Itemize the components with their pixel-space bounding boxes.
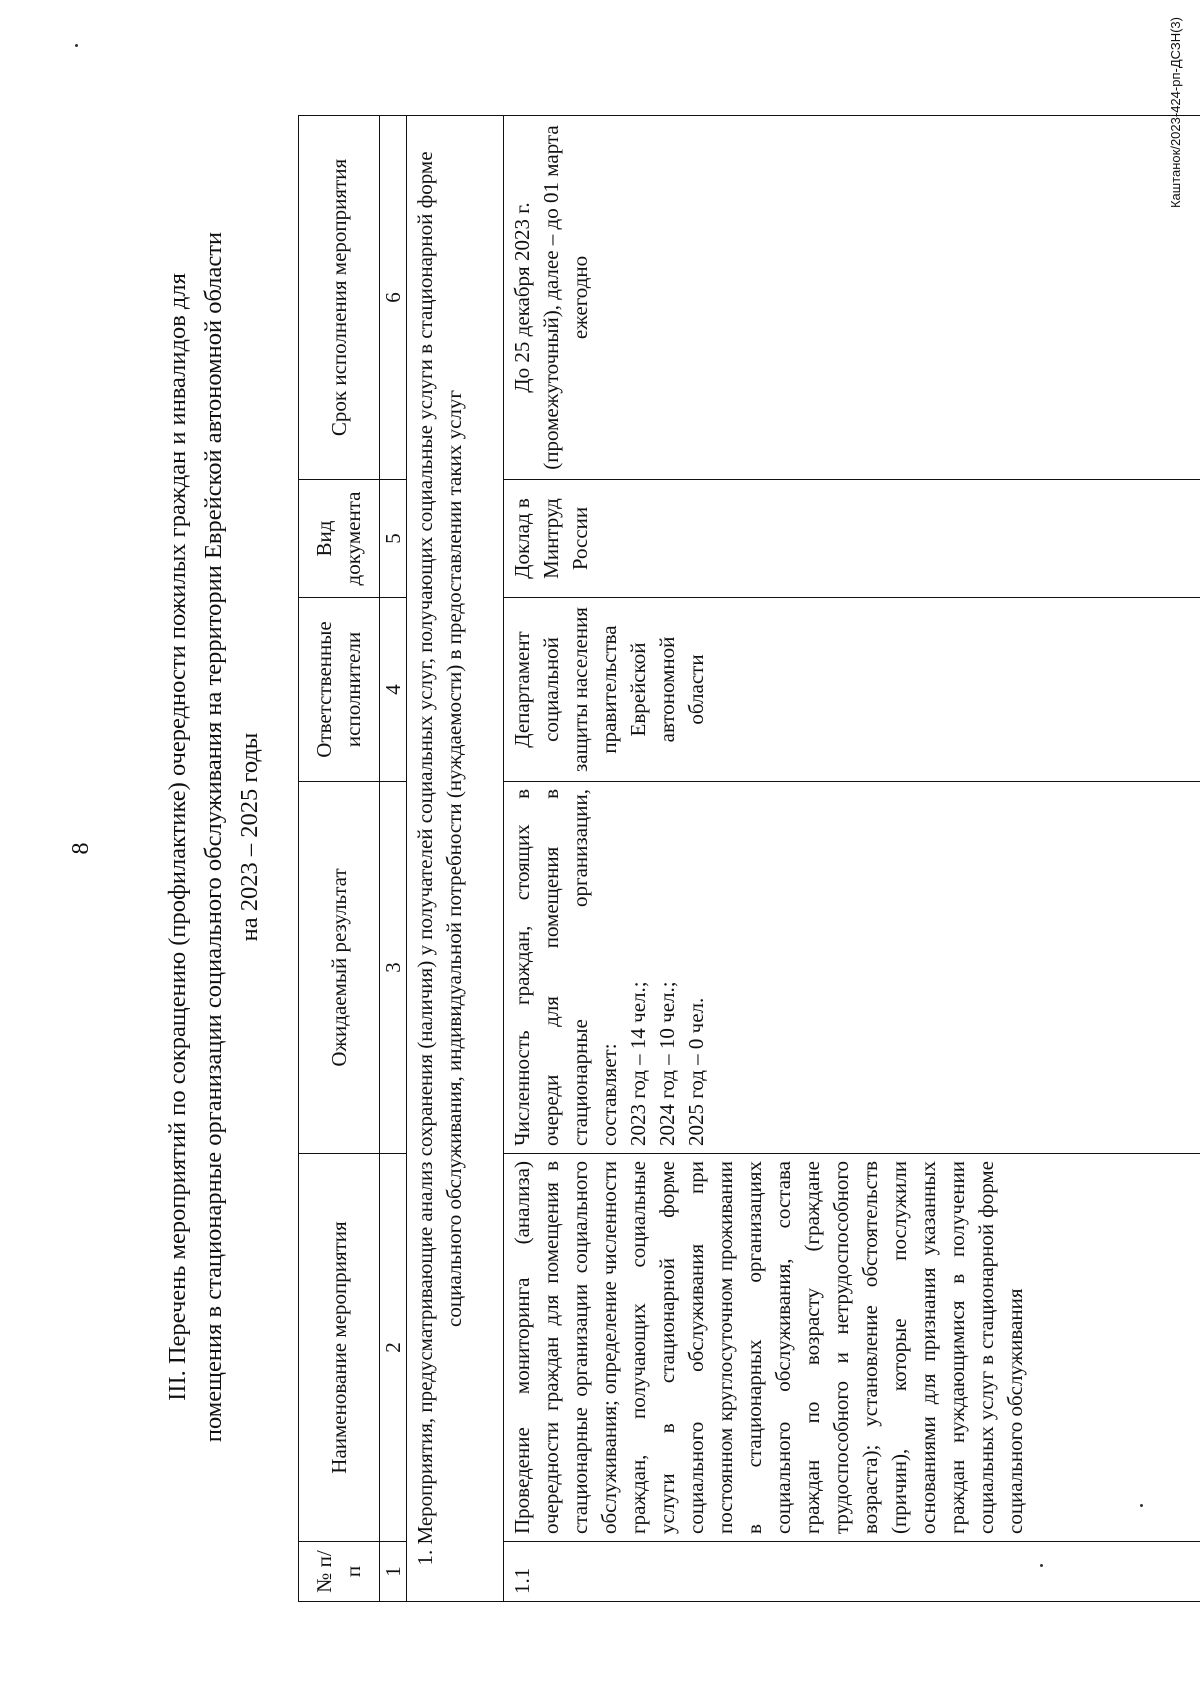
result-2025: 2025 год – 0 чел.	[684, 997, 708, 1146]
header-executors: Ответственные исполнители	[299, 598, 380, 782]
page-number: 8	[68, 842, 94, 855]
document-title	[160, 147, 268, 1527]
header-result: Ожидаемый результат	[299, 782, 380, 1154]
row-1-1-executor: Департамент социальной защиты населения правительства Еврейской автономной области	[504, 598, 1200, 782]
scan-speck	[75, 44, 78, 47]
col-number-4: 4	[380, 598, 407, 782]
header-document: Вид документа	[299, 480, 380, 598]
title-line-1: III. Перечень мероприятий по сокращению (профилактике) очередности пожилых граждан и инвалидов для	[164, 273, 191, 1401]
section-1-row	[407, 116, 504, 1602]
section-1-heading: 1. Мероприятия, предусматривающие анализ сохранения (наличия) у получателей социальных услуг, получающих социальные услуги в стационарной форме социального обслуживания, индивидуальной потребности (нуждаемости) в предоставлении таких услуг	[407, 116, 504, 1602]
row-1-1-deadline: До 25 декабря 2023 г. (промежуточный), далее – до 01 марта ежегодно	[504, 116, 1200, 480]
measures-table	[298, 115, 1200, 1602]
scan-speck	[1040, 1564, 1043, 1567]
col-number-5: 5	[380, 480, 407, 598]
title-line-2: помещения в стационарные организации социального обслуживания на территории Еврейской автономной области	[200, 231, 227, 1443]
column-numbers-row	[380, 116, 407, 1602]
row-1-1-num: 1.1	[504, 1542, 1200, 1602]
header-deadline: Срок исполнения мероприятия	[299, 116, 380, 480]
result-intro: Численность граждан, стоящих в очереди для помещения в стационарные организации, составляет:	[510, 789, 621, 1146]
col-number-1: 1	[380, 1542, 407, 1602]
footer-code: Каштанок/2023-424-рп-ДСЗН(3)	[1168, 17, 1183, 209]
col-number-2: 2	[380, 1154, 407, 1542]
row-1-1-name: Проведение мониторинга (анализа) очередности граждан для помещения в стационарные организации социального обслуживания; определение численности граждан, получающих социальные услуги в стационарной форме социального обслуживания при постоянном круглосуточном проживании в стационарных организациях социального обслуживания, состава граждан по возрасту (граждане трудоспособного и нетрудоспособного возраста); установление обстоятельств (причин), которые послужили основаниями для признания указанных граждан нуждающимися в получении социальных услуг в стационарной форме социального обслуживания	[504, 1154, 1200, 1542]
row-1-1-result	[504, 782, 1200, 1154]
table-row	[504, 116, 1200, 1602]
title-line-3: на 2023 – 2025 годы	[236, 732, 263, 942]
scan-speck	[1140, 1504, 1143, 1507]
result-2023: 2023 год – 14 чел.;	[626, 981, 650, 1146]
header-num: № п/п	[299, 1542, 380, 1602]
table-header-row	[299, 116, 380, 1602]
row-1-1-document: Доклад в Минтруд России	[504, 480, 1200, 598]
col-number-3: 3	[380, 782, 407, 1154]
col-number-6: 6	[380, 116, 407, 480]
header-name: Наименование мероприятия	[299, 1154, 380, 1542]
result-2024: 2024 год – 10 чел.;	[655, 981, 679, 1146]
